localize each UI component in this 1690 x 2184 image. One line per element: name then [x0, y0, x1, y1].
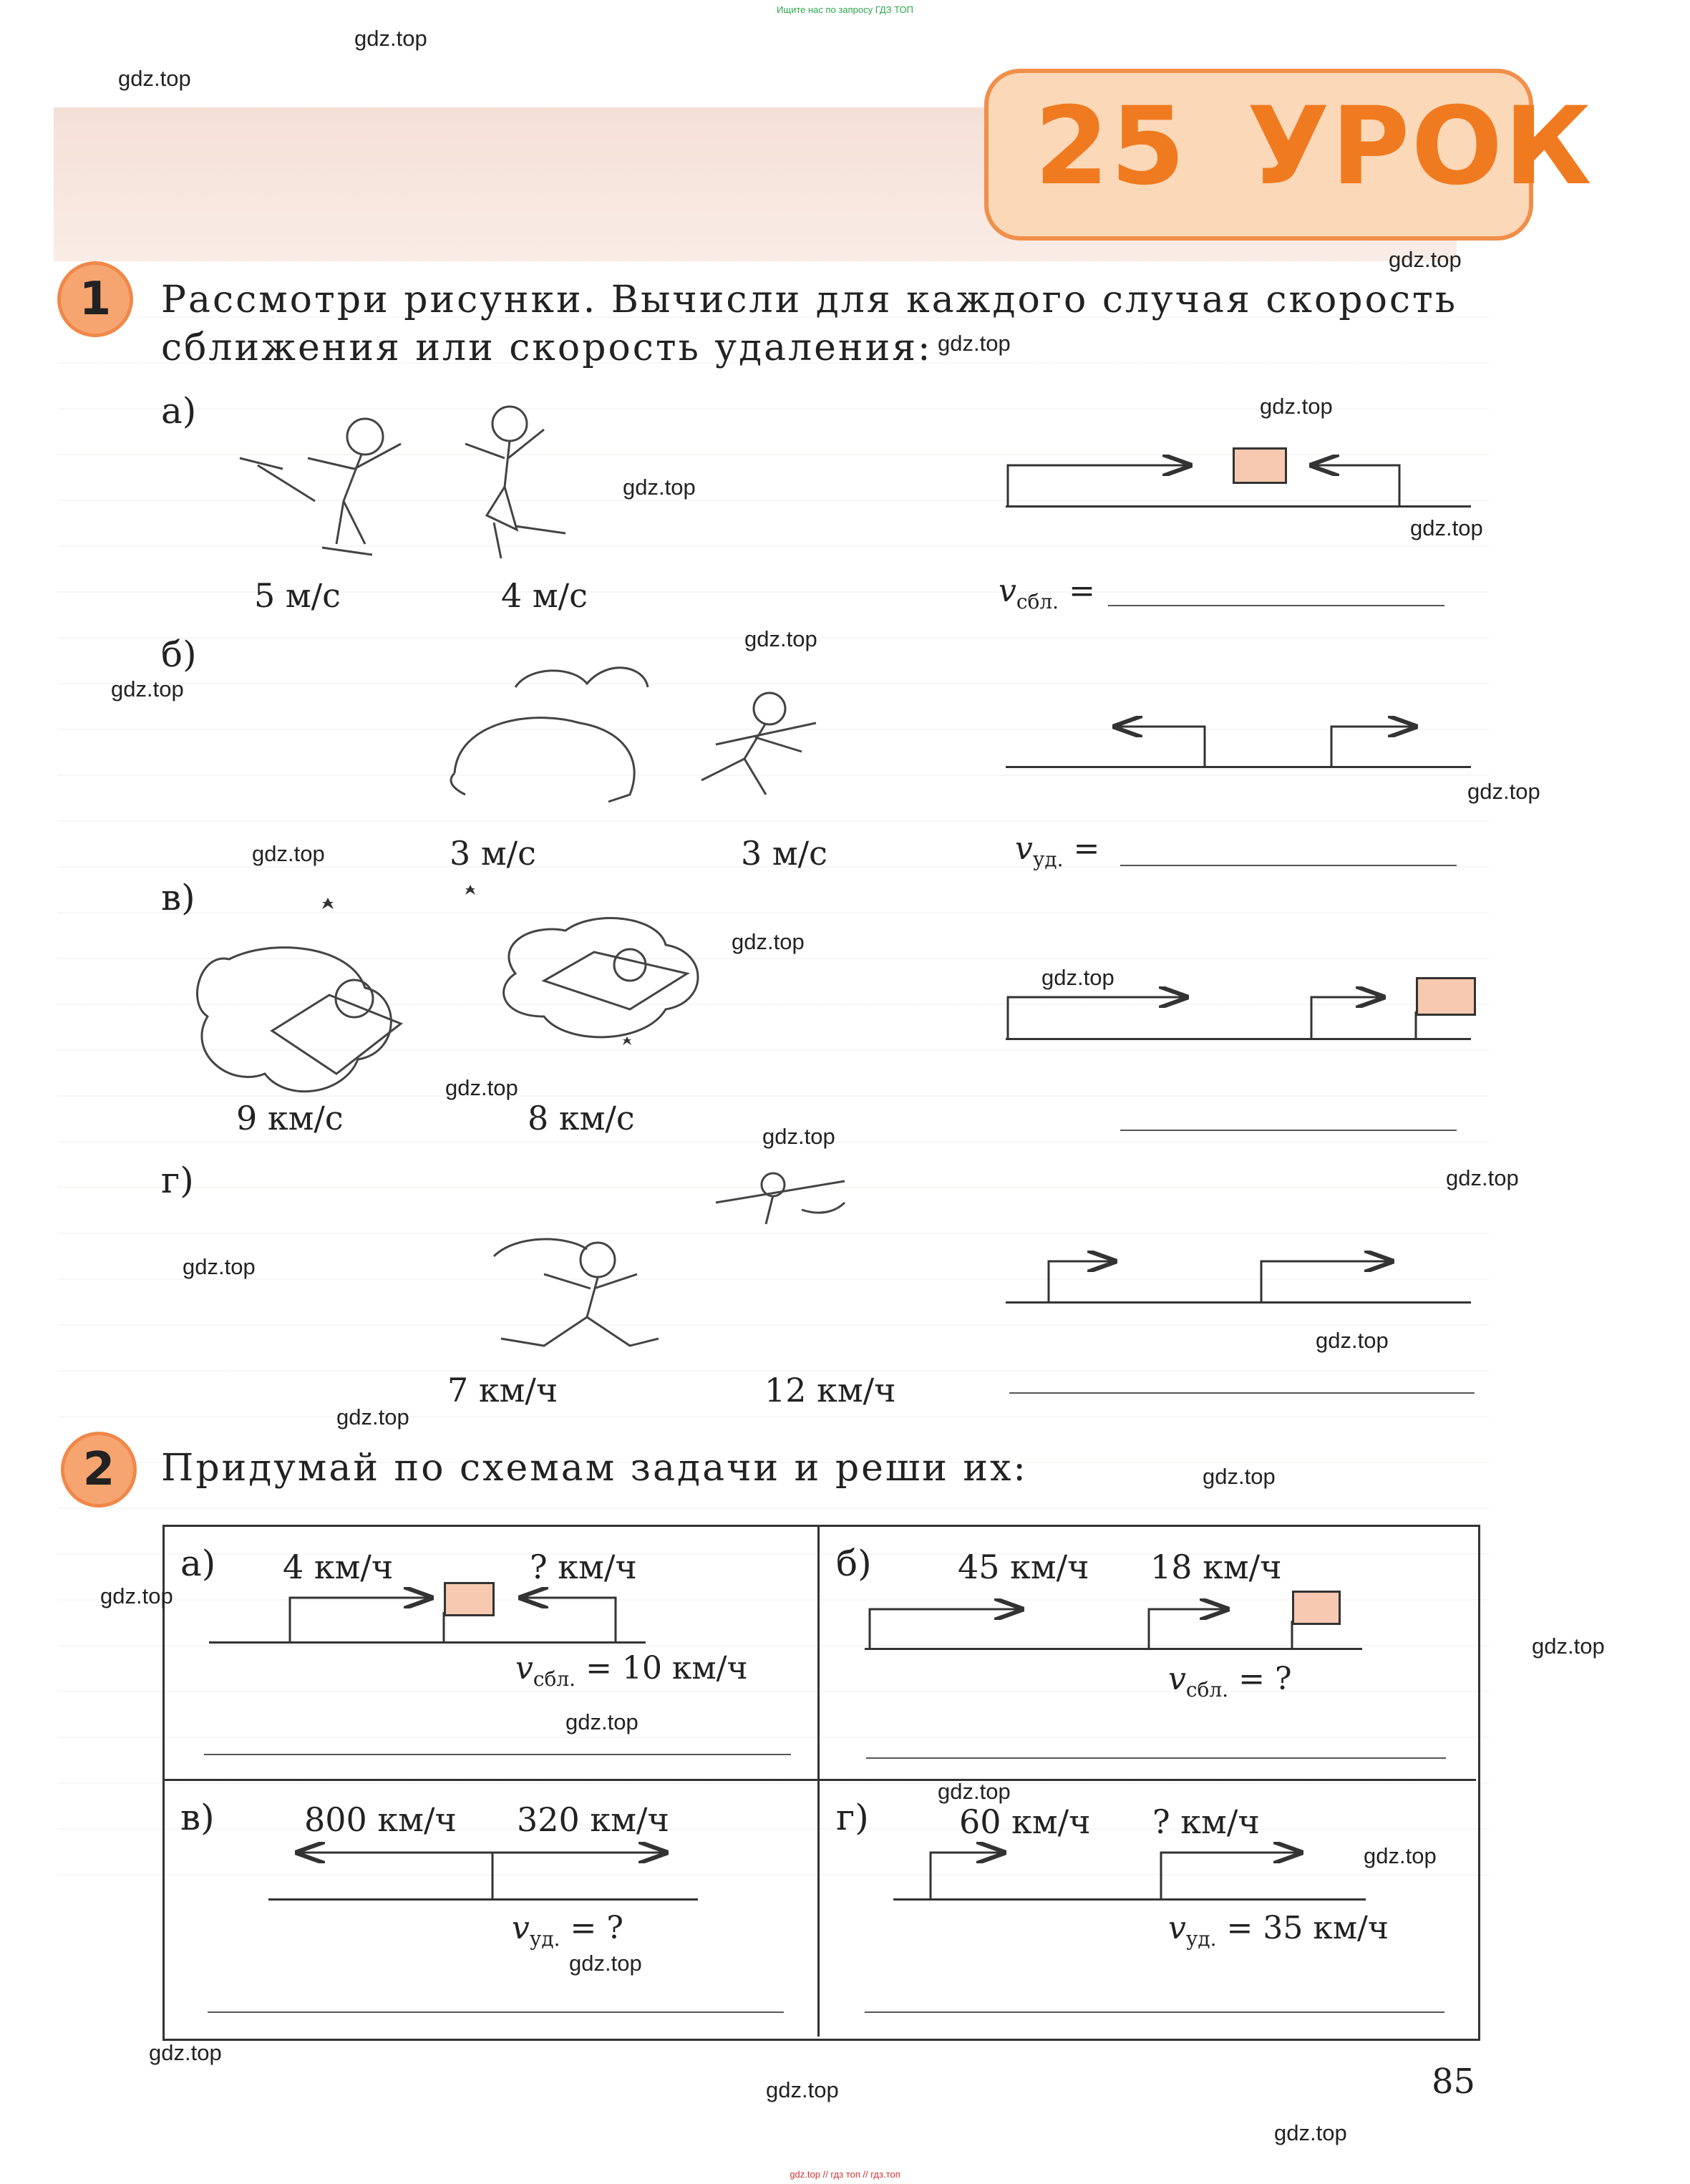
watermark-text: gdz.top	[111, 676, 184, 702]
task2-g-arrow-1	[931, 1853, 1002, 1898]
task1-number: 1	[57, 261, 133, 337]
flying-witch-illustration	[716, 1173, 845, 1224]
task2-a-label: а)	[180, 1543, 216, 1584]
bottom-note: gdz.top // гдз топ // гдз.топ	[790, 2169, 900, 2180]
task2-v-speed2: 320 км/ч	[517, 1800, 669, 1839]
task2-a-arrow-right	[290, 1598, 429, 1641]
task2-a-speed1: 4 км/ч	[283, 1548, 394, 1586]
task1-a-speed2: 4 м/с	[501, 576, 588, 615]
task2-g-speed1: 60 км/ч	[959, 1802, 1091, 1841]
task2-b-result: $v_{сбл.}$ = ?	[1168, 1661, 1292, 1702]
task1-a-speed1: 5 м/с	[254, 576, 341, 615]
star-decorations	[322, 885, 631, 1045]
task1-a-answer: $v_{сбл.}$ =	[999, 573, 1095, 613]
top-note: Ищите нас по запросу ГДЗ ТОП	[777, 4, 913, 15]
task1-b-label: б)	[161, 634, 197, 675]
watermark-text: gdz.top	[569, 1951, 642, 1976]
star-icon	[465, 885, 475, 895]
watermark-text: gdz.top	[1467, 779, 1540, 804]
watermark-text: gdz.top	[732, 929, 805, 954]
task1-b-arrow-left	[1117, 727, 1205, 766]
task1-b-speed1: 3 м/с	[450, 834, 536, 873]
task1-g-arrow-2	[1261, 1261, 1390, 1301]
watermark-text: gdz.top	[762, 1124, 835, 1149]
watermark-text: gdz.top	[445, 1075, 518, 1100]
task2-b-arrow-1	[870, 1609, 1020, 1648]
watermark-text: gdz.top	[744, 626, 817, 651]
task1-a-arrow-left	[1313, 465, 1399, 505]
task2-b-label: б)	[836, 1543, 872, 1584]
watermark-text: gdz.top	[1260, 394, 1333, 419]
watermark-text: gdz.top	[252, 841, 325, 866]
lesson-word: УРОК	[1246, 84, 1593, 209]
task1-a-label: а)	[161, 390, 197, 432]
illustrations	[198, 407, 845, 1346]
watermark-text: gdz.top	[1316, 1328, 1389, 1353]
task1-g-arrow-1	[1049, 1261, 1113, 1301]
watermark-text: gdz.top	[1410, 515, 1483, 540]
task1-v-arrow-2	[1311, 997, 1381, 1038]
watermark-text: gdz.top	[149, 2040, 222, 2065]
task1-g-label: г)	[161, 1160, 194, 1201]
task1-g-speed2: 12 км/ч	[764, 1371, 896, 1409]
task2-g-arrow-2	[1161, 1853, 1299, 1898]
task2-b-speed2: 18 км/ч	[1150, 1548, 1282, 1586]
task1-v-speed2: 8 км/с	[528, 1099, 635, 1137]
star-icon	[623, 1037, 631, 1045]
lesson-number: 25	[1034, 84, 1187, 209]
bear-illustration	[451, 668, 648, 802]
watermark-text: gdz.top	[1203, 1464, 1276, 1489]
watermark-text: gdz.top	[1532, 1634, 1605, 1659]
task2-g-speed2: ? км/ч	[1152, 1802, 1260, 1841]
skater-girl-illustration	[465, 407, 565, 558]
task2-v-arrow-left	[299, 1853, 492, 1898]
task1-v-speed1: 9 км/с	[236, 1099, 344, 1137]
watermark-text: gdz.top	[623, 475, 696, 500]
task2-v-speed1: 800 км/ч	[304, 1800, 457, 1839]
task1-b-speed2: 3 м/с	[741, 834, 827, 873]
task2-a-arrow-left	[523, 1598, 616, 1641]
watermark-text: gdz.top	[100, 1583, 173, 1608]
watermark-text: gdz.top	[1389, 247, 1462, 272]
watermark-text: gdz.top	[1364, 1843, 1437, 1868]
watermark-text: gdz.top	[118, 66, 191, 91]
watermark-text: gdz.top	[1041, 965, 1114, 990]
watermark-text: gdz.top	[938, 331, 1011, 356]
task2-v-result: $v_{уд.}$ = ?	[512, 1910, 623, 1951]
task1-b-answer: $v_{уд.}$ =	[1015, 830, 1100, 871]
task2-v-label: в)	[180, 1797, 215, 1838]
watermark-text: gdz.top	[336, 1404, 409, 1430]
watermark-text: gdz.top	[565, 1709, 638, 1734]
task2-g-label: г)	[836, 1797, 869, 1838]
task1-b-arrow-right	[1331, 727, 1414, 766]
task1-text-line1: Рассмотри рисунки. Вычисли для каждого случая скорость	[161, 278, 1458, 321]
hunter-illustration	[701, 693, 816, 795]
runner-illustration	[494, 1239, 659, 1346]
task2-a-result: $v_{сбл.} = 10$ км/ч	[515, 1650, 748, 1691]
task2-b-speed1: 45 км/ч	[958, 1548, 1089, 1586]
rocket-cloud-2-illustration	[504, 918, 698, 1037]
watermark-text: gdz.top	[766, 2077, 839, 2102]
task1-g-speed1: 7 км/ч	[447, 1371, 558, 1409]
task2-text: Придумай по схемам задачи и реши их:	[161, 1447, 1028, 1490]
skater-boy-illustration	[240, 419, 401, 555]
task2-a-speed2: ? км/ч	[530, 1548, 637, 1586]
watermark-text: gdz.top	[1274, 2120, 1347, 2145]
task1-v-label: в)	[161, 877, 195, 918]
task1-v-arrow-1	[1008, 997, 1185, 1038]
task1-text-line2: сближения или скорость удаления:	[161, 326, 933, 369]
task1-a-arrow-right	[1008, 465, 1188, 505]
watermark-text: gdz.top	[1446, 1165, 1519, 1190]
rocket-cloud-1-illustration	[198, 948, 401, 1092]
watermark-text: gdz.top	[938, 1779, 1011, 1804]
watermark-text: gdz.top	[354, 26, 427, 51]
task2-g-result: $v_{уд.} = 35$ км/ч	[1168, 1910, 1389, 1951]
task2-number: 2	[61, 1432, 137, 1508]
task2-b-arrow-2	[1149, 1609, 1225, 1648]
page-number: 85	[1432, 2062, 1476, 2102]
watermark-text: gdz.top	[183, 1254, 256, 1279]
star-icon	[322, 898, 334, 909]
